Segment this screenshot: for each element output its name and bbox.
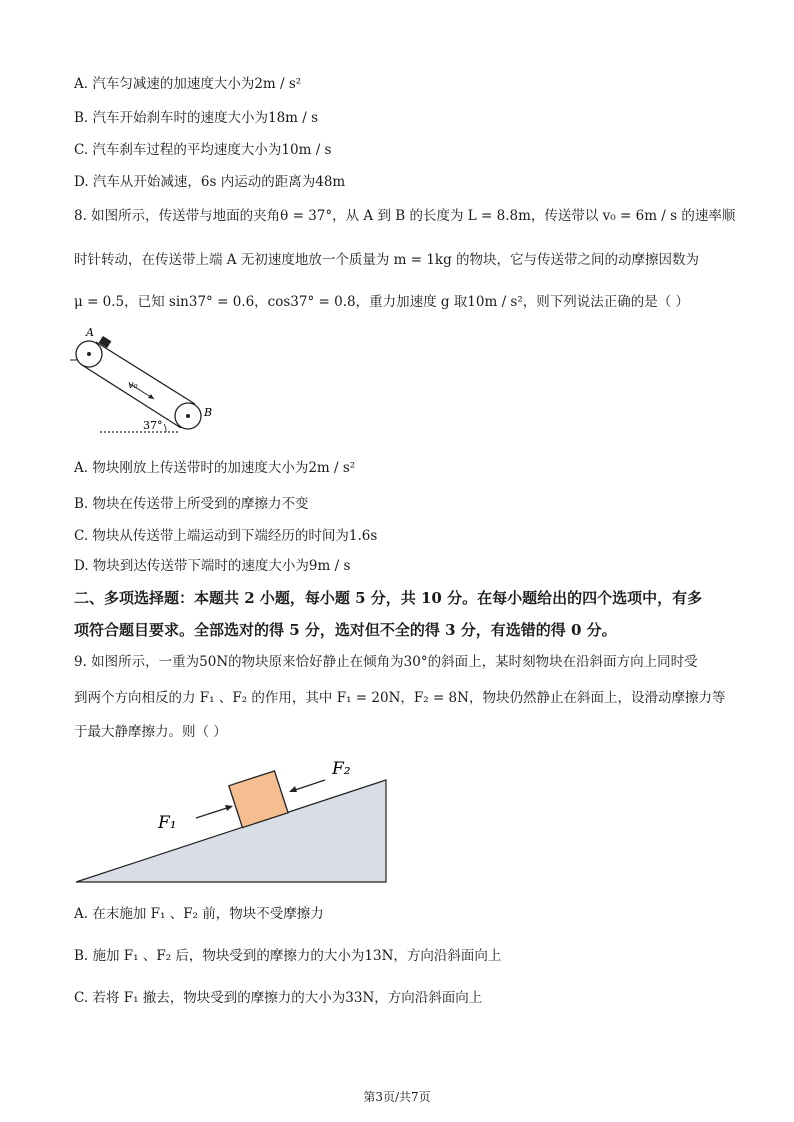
q8-option-d: D. 物块到达传送带下端时的速度大小为9m / s [74, 558, 351, 574]
q8-option-a: A. 物块刚放上传送带时的加速度大小为2m / s² [74, 460, 356, 476]
f1-arrow [196, 807, 230, 818]
q9-stem-line1: 9. 如图所示，一重为50N的物块原来恰好静止在倾角为30°的斜面上，某时刻物块在沿斜面方向上同时受 [74, 654, 698, 670]
q7-option-b: B. 汽车开始刹车时的速度大小为18m / s [74, 110, 319, 126]
q8-option-b: B. 物块在传送带上所受到的摩擦力不变 [74, 496, 309, 512]
q8-option-c: C. 物块从传送带上端运动到下端经历的时间为1.6s [74, 528, 378, 544]
q7-option-c: C. 汽车刹车过程的平均速度大小为10m / s [74, 142, 332, 158]
q9-option-b: B. 施加 F₁ 、F₂ 后，物块受到的摩擦力的大小为13N，方向沿斜面向上 [74, 948, 502, 964]
incline [76, 780, 386, 882]
q9-incline-figure [70, 752, 400, 888]
q9-stem-line3: 于最大静摩擦力。则（ ） [74, 724, 227, 740]
q9-stem-line2: 到两个方向相反的力 F₁ 、F₂ 的作用，其中 F₁ = 20N，F₂ = 8N，物块仍然静止在斜面上，设滑动摩擦力等 [74, 690, 726, 706]
label-b: B [204, 406, 213, 419]
q7-option-d: D. 汽车从开始减速，6s 内运动的距离为48m [74, 174, 346, 190]
q9-option-c: C. 若将 F₁ 撤去，物块受到的摩擦力的大小为33N，方向沿斜面向上 [74, 990, 483, 1006]
q8-stem-line1: 8. 如图所示，传送带与地面的夹角θ = 37°，从 A 到 B 的长度为 L = 8.8m，传送带以 v₀ = 6m / s 的速率顺 [74, 208, 736, 224]
section-heading-line1: 二、多项选择题：本题共 2 小题，每小题 5 分，共 10 分。在每小题给出的四个选项中，有多 [74, 589, 703, 607]
q8-conveyor-figure [70, 328, 220, 438]
label-v0: v₀ [128, 380, 138, 391]
page-number: 第3页/共7页 [363, 1090, 431, 1104]
q7-option-a: A. 汽车匀减速的加速度大小为2m / s² [74, 76, 302, 92]
f2-arrow [292, 780, 325, 791]
block [99, 336, 112, 348]
q8-stem-line3: μ = 0.5，已知 sin37° = 0.6，cos37° = 0.8，重力加速度 g 取10m / s²，则下列说法正确的是（ ） [74, 294, 690, 310]
section-heading-line2: 项符合题目要求。全部选对的得 5 分，选对但不全的得 3 分，有选错的得 0 分。 [74, 621, 617, 639]
label-f1: F₁ [158, 813, 177, 833]
belt-bottom [82, 365, 181, 428]
label-angle: 37° [143, 419, 163, 432]
q9-option-a: A. 在末施加 F₁ 、F₂ 前，物块不受摩擦力 [74, 906, 324, 922]
label-a: A [86, 328, 94, 339]
q8-stem-line2: 时针转动，在传送带上端 A 无初速度地放一个质量为 m = 1kg 的物块，它与传送带之间的动摩擦因数为 [74, 252, 700, 268]
belt-top [96, 342, 195, 404]
label-f2: F₂ [332, 759, 351, 779]
